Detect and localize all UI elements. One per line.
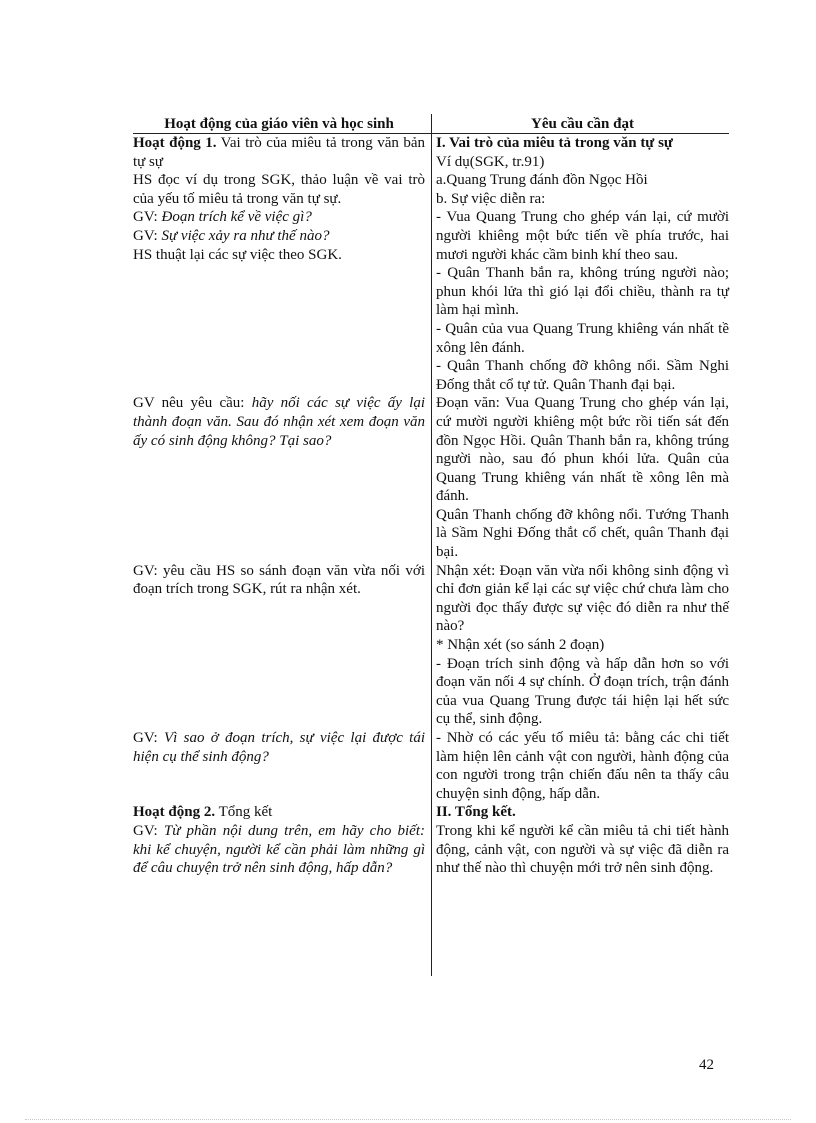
page-number: 42 xyxy=(699,1057,714,1073)
plain-text: Tổng kết xyxy=(215,804,273,821)
italic-text: hãy nối các sự việc ấy lại thành đoạn văn. Sau đó nhận xét xem đoạn văn ấy có sinh động không? Tại sao? xyxy=(133,395,425,449)
plain-text: - Vua Quang Trung cho ghép ván lại, cứ mười người khiêng một bức tiến về phía trước, hai mươi người khác cầm binh khí theo sau. xyxy=(436,209,729,263)
right-cell xyxy=(431,394,729,561)
left-cell xyxy=(133,803,431,877)
paragraph xyxy=(133,208,425,227)
lesson-table xyxy=(133,114,729,878)
right-cell xyxy=(431,729,729,803)
paragraph xyxy=(436,729,729,803)
bold-text: II. Tổng kết. xyxy=(436,804,516,821)
plain-text: Trong khi kể người kể cần miêu tả chi tiết hành động, cảnh vật, con người và sự việc đã diễn ra như thế nào thì chuyện mới trở nên sinh động. xyxy=(436,822,729,877)
paragraph xyxy=(436,822,729,878)
paragraph xyxy=(436,320,729,357)
right-cell xyxy=(431,803,729,877)
italic-text: Đoạn trích kể về việc gì? xyxy=(161,209,312,226)
italic-text: Vì sao ở đoạn trích, sự việc lại được tái hiện cụ thể sinh động? xyxy=(133,730,425,765)
bold-text: Hoạt động 2. xyxy=(133,804,216,821)
plain-text: Vai trò của miêu tả trong văn bản tự sự xyxy=(133,135,425,170)
paragraph xyxy=(133,134,425,171)
left-cell xyxy=(133,562,431,729)
plain-text: - Đoạn trích sinh động và hấp dẫn hơn so với đoạn văn nối 4 sự chính. Ở đoạn trích, trận đánh của vua Quang Trung được tái hiện lại hết sức cụ thể, sinh động. xyxy=(436,655,729,728)
page-bottom-border xyxy=(25,1119,791,1120)
plain-text: GV: xyxy=(133,227,162,244)
paragraph xyxy=(133,803,425,822)
left-cell xyxy=(133,134,431,394)
paragraph xyxy=(133,246,425,265)
plain-text: HS đọc ví dụ trong SGK, thảo luận về vai trò của yếu tố miêu tả trong văn tự sự. xyxy=(133,172,425,207)
header-left: Hoạt động của giáo viên và học sinh xyxy=(164,116,394,132)
paragraph xyxy=(133,562,425,599)
plain-text: Quân Thanh chống đỡ không nổi. Tướng Thanh là Sầm Nghi Đống thắt cổ chết, quân Thanh đại bại. xyxy=(436,506,729,561)
plain-text: HS thuật lại các sự việc theo SGK. xyxy=(133,246,342,263)
plain-text: - Quân Thanh bắn ra, không trúng người nào; phun khói lửa thì gió lại đổi chiều, thành ra tự làm hại mình. xyxy=(436,265,729,319)
plain-text: Nhận xét: Đoạn văn vừa nối không sinh động vì chỉ đơn giản kể lại các sự việc chứ chưa làm cho người đọc thấy được sự việc đó diễn ra như thế nào? xyxy=(436,562,729,635)
plain-text: b. Sự việc diễn ra: xyxy=(436,190,546,207)
paragraph xyxy=(436,264,729,320)
paragraph xyxy=(133,729,425,766)
italic-text: Từ phần nội dung trên, em hãy cho biết: khi kể chuyện, người kể cần phải làm những gì để câu chuyện trở nên sinh động, hấp dẫn? xyxy=(133,822,425,877)
right-cell xyxy=(431,562,729,729)
paragraph xyxy=(436,208,729,264)
right-cell xyxy=(431,134,729,394)
plain-text: - Quân của vua Quang Trung khiêng ván nhất tề xông lên đánh. xyxy=(436,320,729,356)
bold-text: Hoạt động 1. xyxy=(133,135,217,151)
plain-text: a.Quang Trung đánh đồn Ngọc Hồi xyxy=(436,172,648,189)
plain-text: GV: xyxy=(133,822,164,839)
left-cell xyxy=(133,729,431,803)
plain-text: - Quân Thanh chống đỡ không nổi. Sầm Nghi Đống thắt cổ tự tử. Quân Thanh đại bại. xyxy=(436,358,729,393)
paragraph xyxy=(436,506,729,562)
paragraph xyxy=(133,171,425,208)
paragraph xyxy=(436,636,729,655)
paragraph xyxy=(436,803,729,822)
paragraph xyxy=(436,357,729,394)
plain-text: GV: xyxy=(133,730,165,746)
paragraph xyxy=(133,394,425,450)
header-right: Yêu cầu cần đạt xyxy=(531,116,634,132)
bold-text: I. Vai trò của miêu tả trong văn tự sự xyxy=(436,135,673,151)
left-cell xyxy=(133,394,431,561)
plain-text: Ví dụ(SGK, tr.91) xyxy=(436,153,545,170)
paragraph xyxy=(436,134,729,153)
plain-text: GV nêu yêu cầu: xyxy=(133,395,252,412)
plain-text: - Nhờ có các yếu tố miêu tả: bằng các chi tiết làm hiện lên cảnh vật con người, hành động của con người trong trận chiến đấu nên ta thấy câu chuyện sinh động, hấp dẫn. xyxy=(436,730,729,802)
paragraph xyxy=(436,394,729,506)
plain-text: GV: yêu cầu HS so sánh đoạn văn vừa nối với đoạn trích trong SGK, rút ra nhận xét. xyxy=(133,562,425,598)
italic-text: Sự việc xảy ra như thế nào? xyxy=(161,227,330,244)
paragraph xyxy=(436,655,729,729)
paragraph xyxy=(436,190,729,209)
plain-text: GV: xyxy=(133,209,162,226)
paragraph xyxy=(133,822,425,878)
paragraph xyxy=(436,171,729,190)
plain-text: * Nhận xét (so sánh 2 đoạn) xyxy=(436,637,605,654)
plain-text: Đoạn văn: Vua Quang Trung cho ghép ván lại, cứ mười người khiêng một bức rồi tiến sát đến đồn Ngọc Hồi. Quân Thanh bắn ra, không trúng người nào, sau đó phun khói lửa. Quân của Quang Trung khiêng ván nhất tề xông lên mà đánh. xyxy=(436,395,729,505)
paragraph xyxy=(436,562,729,636)
column-divider xyxy=(431,114,432,976)
paragraph xyxy=(133,227,425,246)
paragraph xyxy=(436,153,729,172)
